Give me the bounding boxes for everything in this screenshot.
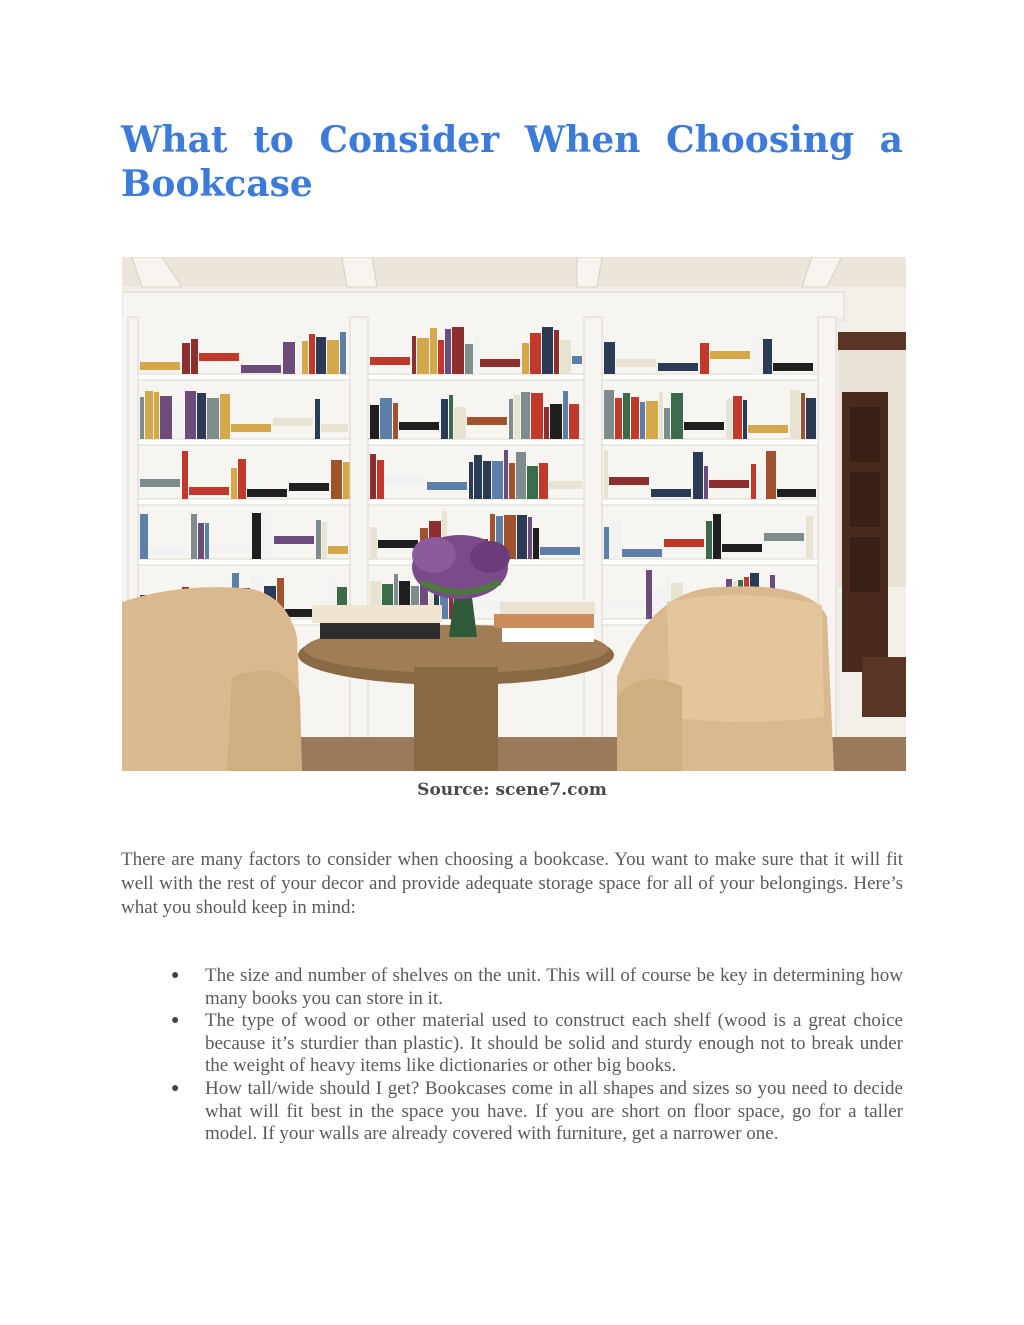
list-item-text: How tall/wide should I get? Bookcases come in all shapes and sizes so you need to decide what will fit best in the space you have. If you are short on floor space, go for a taller model. If your walls are already covered with furniture, get a narrower one. <box>205 1077 903 1145</box>
bookcase-photo <box>122 257 906 771</box>
bullet-icon: ● <box>171 1080 180 1096</box>
intro-paragraph: There are many factors to consider when choosing a bookcase. You want to make sure that it will fit well with the rest of your decor and provide adequate storage space for all of your belongings. Here’s what you should keep in mind: <box>121 849 903 918</box>
list-item-text: The size and number of shelves on the unit. This will of course be key in determining how many books you can store in it. <box>205 965 903 1009</box>
list-item-text: The type of wood or other material used to construct each shelf (wood is a great choice because it’s sturdier than plastic). It should be solid and sturdy enough not to break under the weight of heavy items like dictionaries or other big books. <box>205 1010 903 1077</box>
list-item <box>121 965 903 1010</box>
list-item <box>121 1078 903 1146</box>
page-title: What to Consider When Choosing a Bookcase <box>121 119 903 205</box>
considerations-list <box>121 965 903 1146</box>
list-item <box>121 1010 903 1078</box>
bullet-icon: ● <box>171 968 180 983</box>
bullet-icon: ● <box>171 1013 180 1029</box>
image-caption: Source: scene7.com <box>417 780 607 800</box>
